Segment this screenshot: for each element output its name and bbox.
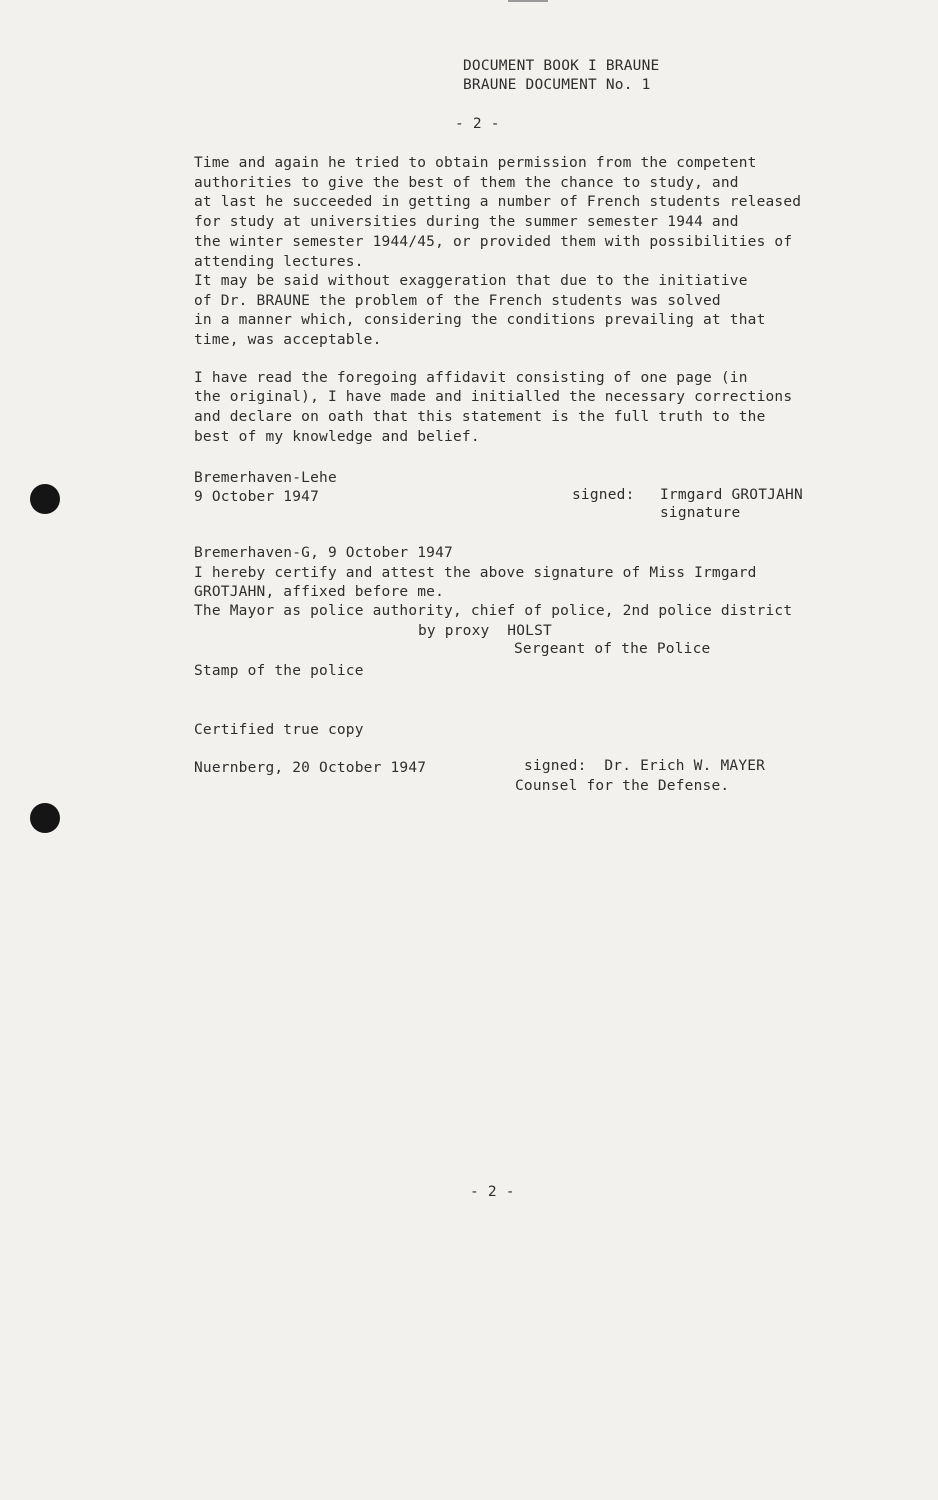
rank-line: Sergeant of the Police — [514, 641, 711, 657]
scan-mark — [508, 0, 548, 2]
certification-line: The Mayor as police authority, chief of police, 2nd police district — [194, 603, 793, 619]
counsel-role: Counsel for the Defense. — [515, 778, 730, 794]
text-line: the original), I have made and initialled the necessary corrections — [194, 389, 793, 405]
text-line: the winter semester 1944/45, or provided them with possibilities of — [194, 234, 793, 250]
signed-label: signed: — [572, 487, 635, 503]
text-line: I have read the foregoing affidavit consisting of one page (in — [194, 370, 748, 386]
proxy-line: by proxy HOLST — [418, 623, 552, 639]
punch-hole-bottom — [30, 803, 60, 833]
text-line: Time and again he tried to obtain permission from the competent — [194, 155, 757, 171]
text-line: authorities to give the best of them the chance to study, and — [194, 175, 739, 191]
copy-signed: signed: Dr. Erich W. MAYER — [524, 758, 766, 774]
signature-date: 9 October 1947 — [194, 489, 320, 505]
signature-place: Bremerhaven-Lehe — [194, 470, 337, 486]
page-number-top: - 2 - — [455, 116, 500, 132]
certification-line: Bremerhaven-G, 9 October 1947 — [194, 545, 453, 561]
text-line: It may be said without exaggeration that due to the initiative — [194, 273, 748, 289]
text-line: and declare on oath that this statement is the full truth to the — [194, 409, 766, 425]
text-line: at last he succeeded in getting a number of French students released — [194, 194, 802, 210]
police-stamp: Stamp of the police — [194, 663, 364, 679]
text-line: in a manner which, considering the conditions prevailing at that — [194, 312, 766, 328]
punch-hole-top — [30, 484, 60, 514]
document-book-title: DOCUMENT BOOK I BRAUNE — [463, 58, 660, 74]
signature-word: signature — [660, 505, 741, 521]
certification-line: I hereby certify and attest the above signature of Miss Irmgard — [194, 565, 757, 581]
text-line: for study at universities during the summer semester 1944 and — [194, 214, 739, 230]
copy-place-date: Nuernberg, 20 October 1947 — [194, 760, 427, 776]
text-line: best of my knowledge and belief. — [194, 429, 480, 445]
text-line: time, was acceptable. — [194, 332, 382, 348]
document-number: BRAUNE DOCUMENT No. 1 — [463, 77, 651, 93]
text-line: of Dr. BRAUNE the problem of the French students was solved — [194, 293, 721, 309]
certification-line: GROTJAHN, affixed before me. — [194, 584, 445, 600]
signer-name: Irmgard GROTJAHN — [660, 487, 803, 503]
certified-copy-label: Certified true copy — [194, 722, 364, 738]
text-line: attending lectures. — [194, 254, 364, 270]
page-number-bottom: - 2 - — [470, 1184, 515, 1200]
